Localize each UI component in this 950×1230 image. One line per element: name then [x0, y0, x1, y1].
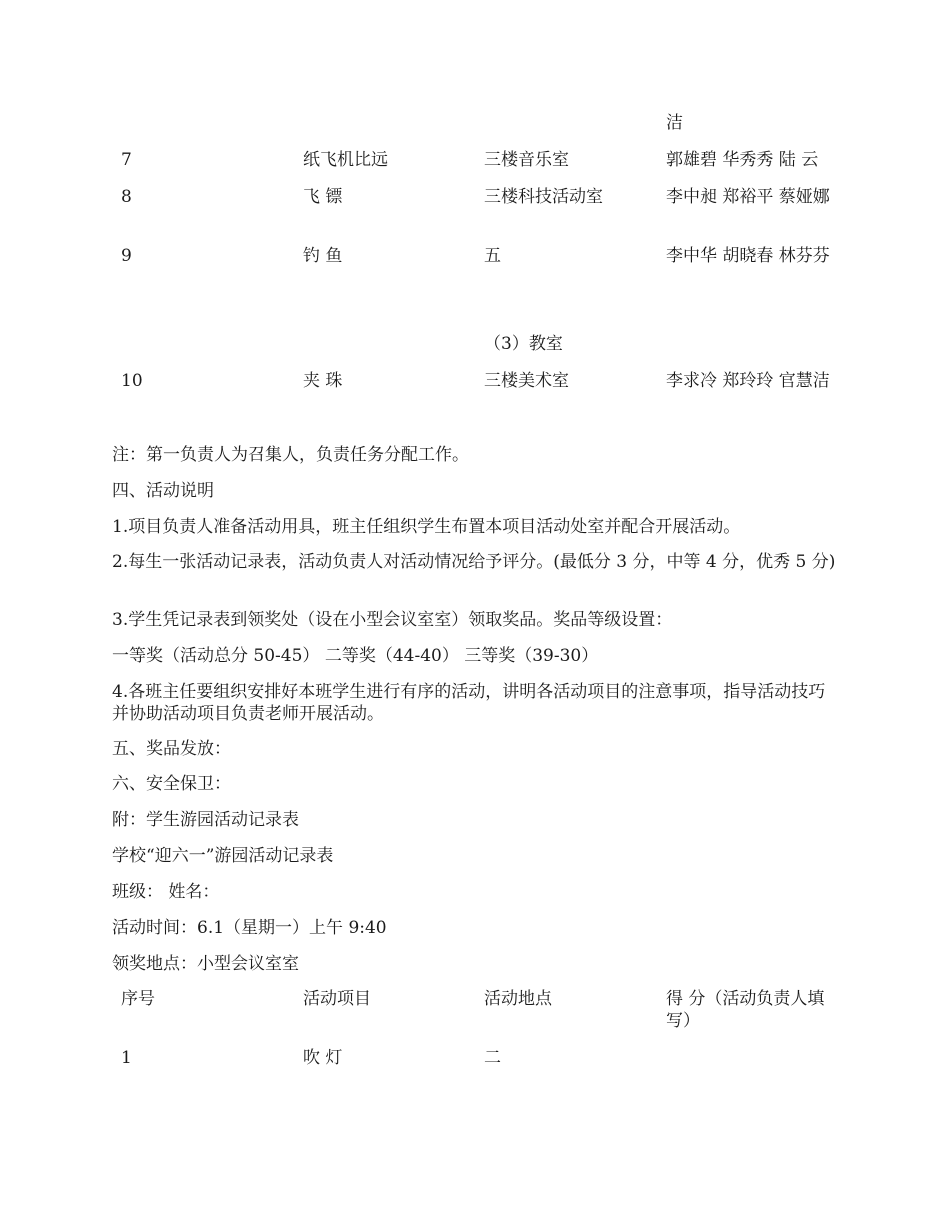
table-cell-activity: 飞 镖 — [303, 187, 343, 207]
table-cell-activity: 纸飞机比远 — [303, 150, 388, 170]
note-text: 注：第一负责人为召集人，负责任务分配工作。 — [112, 445, 469, 465]
table-cell-continuation: 洁 — [666, 113, 683, 133]
table-cell-leaders: 郭雄碧 华秀秀 陆 云 — [666, 150, 819, 170]
section-heading: 六、安全保卫： — [112, 774, 231, 794]
table-header: 序号 — [121, 989, 155, 1009]
table-cell-no: 9 — [121, 246, 132, 266]
paragraph: 2.每生一张活动记录表，活动负责人对活动情况给予评分。(最低分 3 分，中等 4 分，优秀 5 分) — [112, 552, 836, 572]
table-cell-no: 1 — [121, 1048, 132, 1068]
table-cell-no: 7 — [121, 150, 132, 170]
table-cell-leaders: 李中华 胡晓春 林芬芬 — [666, 246, 830, 266]
table-cell-activity: 夹 珠 — [303, 371, 343, 391]
paragraph: 3.学生凭记录表到领奖处（设在小型会议室室）领取奖品。奖品等级设置： — [112, 610, 673, 630]
section-heading: 五、奖品发放： — [112, 739, 231, 759]
table-cell-no: 10 — [121, 371, 143, 391]
table-cell-location: 三楼美术室 — [484, 371, 569, 391]
table-cell-location: 五 — [484, 246, 501, 266]
class-name-line: 班级： 姓名： — [112, 882, 220, 902]
table-header: 活动地点 — [484, 989, 552, 1009]
table-cell-activity: 吹 灯 — [303, 1048, 343, 1068]
form-title: 学校“迎六一”游园活动记录表 — [112, 846, 334, 866]
table-cell-location: 三楼音乐室 — [484, 150, 569, 170]
paragraph: 1.项目负责人准备活动用具，班主任组织学生布置本项目活动处室并配合开展活动。 — [112, 517, 741, 537]
table-cell-leaders: 李中昶 郑裕平 蔡娅娜 — [666, 187, 830, 207]
section-heading: 四、活动说明 — [112, 481, 214, 501]
table-cell-no: 8 — [121, 187, 132, 207]
table-cell-leaders: 李求冷 郑玲玲 官慧洁 — [666, 371, 830, 391]
appendix-line: 附：学生游园活动记录表 — [112, 810, 299, 830]
activity-time-line: 活动时间：6.1（星期一）上午 9:40 — [112, 918, 387, 938]
table-cell-location-extra: （3）教室 — [484, 334, 563, 354]
table-header: 得 分（活动负责人填写） — [666, 989, 825, 1031]
prize-levels: 一等奖（活动总分 50-45） 二等奖（44-40） 三等奖（39-30） — [112, 646, 599, 666]
table-cell-activity: 钓 鱼 — [303, 246, 343, 266]
prize-location-line: 领奖地点：小型会议室室 — [112, 954, 299, 974]
table-cell-location: 二 — [484, 1048, 501, 1068]
table-header: 活动项目 — [303, 989, 371, 1009]
paragraph: 4.各班主任要组织安排好本班学生进行有序的活动，讲明各活动项目的注意事项，指导活动技巧并协助活动项目负责老师开展活动。 — [112, 682, 826, 724]
table-cell-location: 三楼科技活动室 — [484, 187, 603, 207]
